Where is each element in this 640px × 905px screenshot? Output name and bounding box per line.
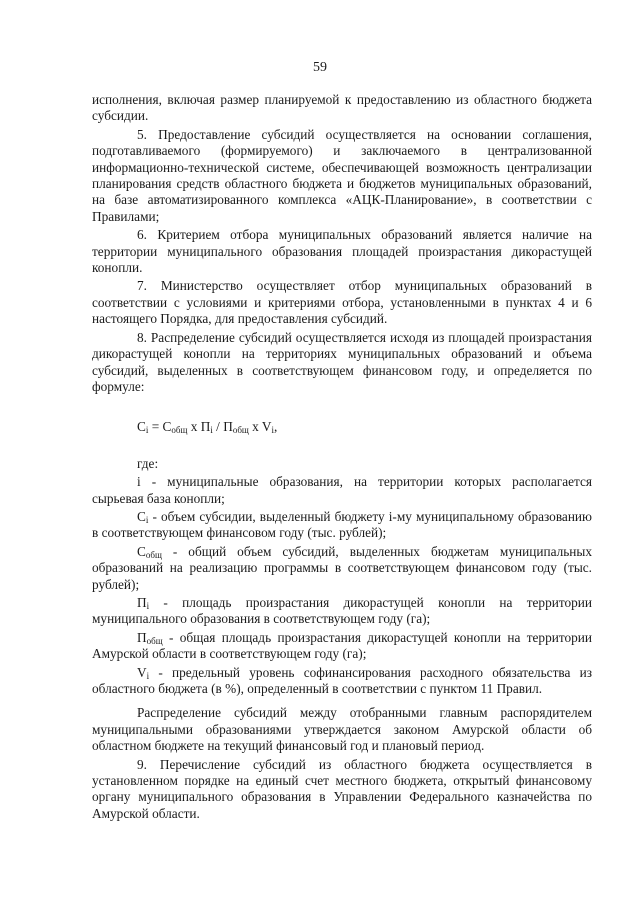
definition-cobsh: $C_{общ}$ - общий объем субсидий, выделенных бюджетам муниципальных образований на реализацию программы в соответствующем финансовом году (тыс. рублей); [92,543,592,592]
paragraph-7: 7. Министерство осуществляет отбор муниципальных образований в соответствии с условиями и критериями отбора, установленными в пунктах 4 и 6 настоящего Порядка, для предоставления субсидий. [92,278,592,327]
where-label: где: [137,455,159,471]
definition-pi: $П_i$ - площадь произрастания дикорастущей конопли на территории муниципального образования в соответствующем году (га); [92,594,592,627]
distribution-formula: $C_i = C_{общ}$ x $П_i / П_{общ}$ x $V_i$, [137,419,278,436]
paragraph-5: 5. Предоставление субсидий осуществляется на основании соглашения, подготавливаемого (формируемого) и заключаемого в централизованной информационно-технической системе, обеспечивающей возможность централизации планирования средств областного бюджета и бюджетов муниципальных образований, на базе автоматизированного комплекса «АЦК-Планирование», в соответствии с Правилами; [92,126,592,224]
definition-pobsh: $П_{общ}$ - общая площадь произрастания дикорастущей конопли на территории Амурской области в соответствующем году (га); [92,629,592,662]
document-body [92,92,592,824]
page-number: 59 [313,60,327,75]
paragraph-6: 6. Критерием отбора муниципальных образований является наличие на территории муниципального образования площадей произрастания дикорастущей конопли. [92,227,592,276]
definition-i: i - муниципальные образования, на территории которых располагается сырьевая база конопли; [92,474,592,506]
paragraph-continuation: исполнения, включая размер планируемой к предоставлению из областного бюджета субсидии. [92,92,592,124]
definition-ci: $C_i$ - объем субсидии, выделенный бюджету i-му муниципальному образованию в соответствующем финансовом году (тыс. рублей); [92,508,592,541]
paragraph-8: 8. Распределение субсидий осуществляется исходя из площадей произрастания дикорастущей конопли на территориях муниципальных образований и объема субсидий, выделенных в соответствующем финансовом году, и определяется по формуле: [92,329,592,394]
definition-vi: $V_i$ - предельный уровень софинансирования расходного обязательства из областного бюджета (в %), определенный в соответствии с пунктом 11 Правил. [92,664,592,696]
paragraph-9: 9. Перечисление субсидий из областного бюджета осуществляется в установленном порядке на единый счет местного бюджета, открытый финансовому органу муниципального образования в Управлении Федерального казначейства по Амурской области. [92,756,592,821]
paragraph-distribution: Распределение субсидий между отобранными главным распорядителем муниципальными образованиями утверждается законом Амурской области об областном бюджете на текущий финансовый год и плановый период. [92,705,592,754]
